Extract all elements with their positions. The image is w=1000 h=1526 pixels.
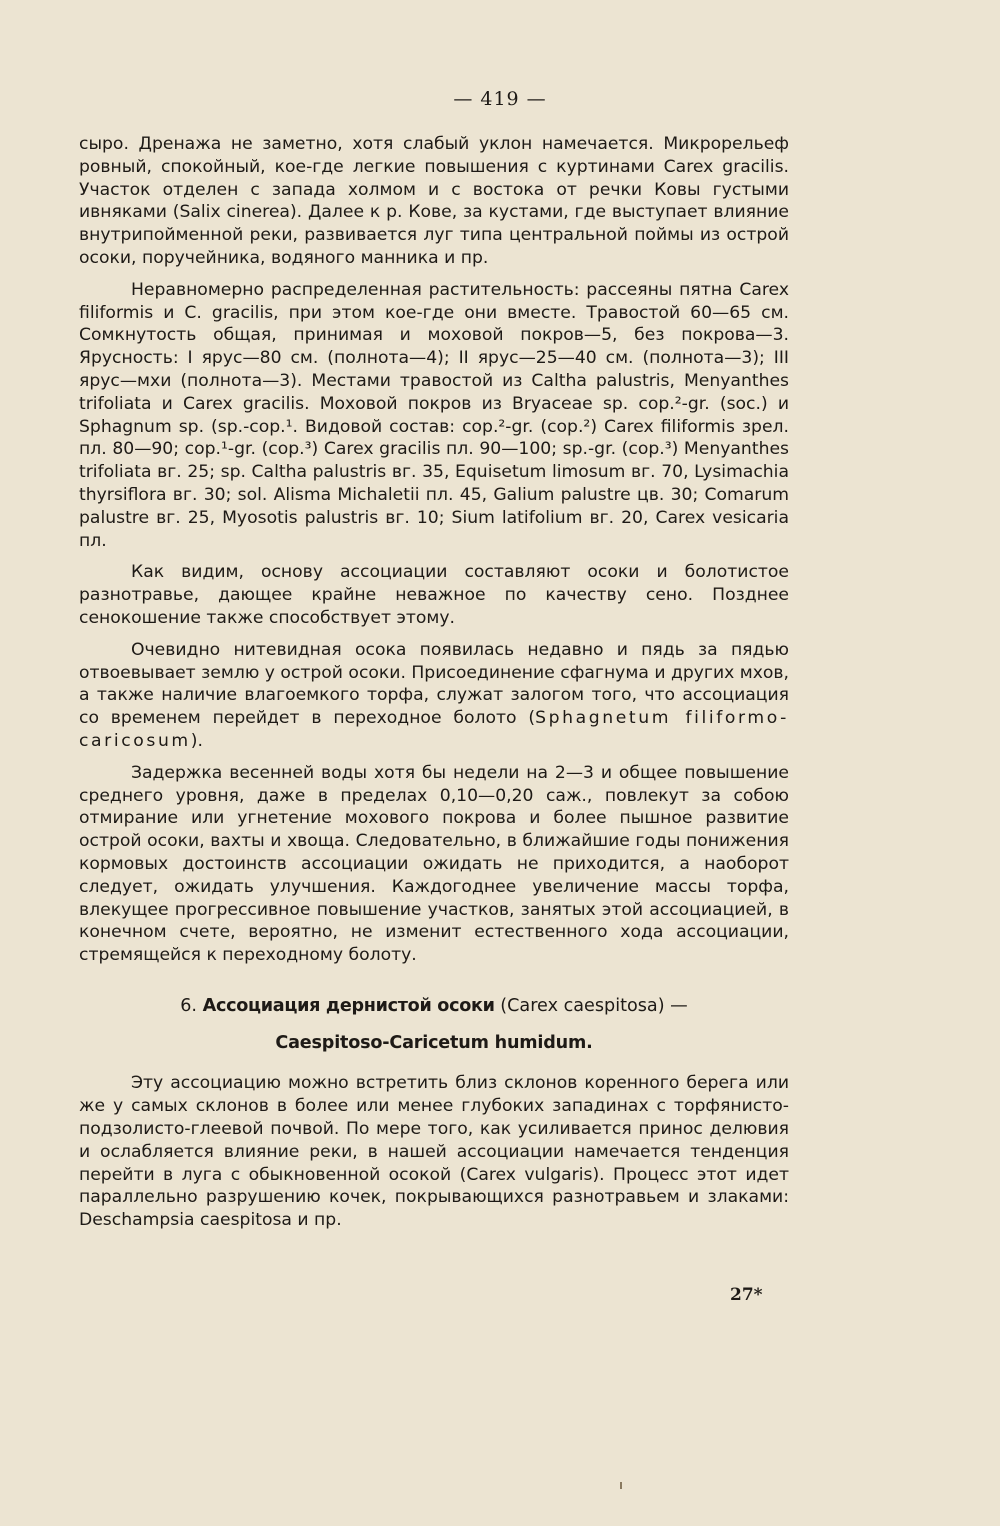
paragraph-3: Как видим, основу ассоциации составляют осоки и болотистое разнотравье, дающее крайне неважное по качеству сено. Позднее сенокошение также способствует этому. bbox=[79, 562, 789, 628]
paragraph-2: Неравномерно распределенная растительность: рассеяны пятна Carex filiformis и C. gracilis, при этом кое-где они вместе. Травостой 60—65 см. Сомкнутость общая, принимая и моховой покров—5, без покрова—3. Ярусность: I ярус—80 см. (полнота—4); II ярус—25—40 см. (полнота—3); III ярус—мхи (полнота—3). Местами травостой из Caltha palustris, Menyanthes trifoliata и Carex gracilis. Моховой покров из Bryaceae sp. cop.²-gr. (soc.) и Sphagnum sp. (sp.-cop.¹. Видовой состав: cop.²-gr. (cop.²) Carex filiformis зрел. пл. 80—90; cop.¹-gr. (cop.³) Carex gracilis пл. 90—100; sp.-gr. (cop.³) Menyanthes trifoliata вг. 25; sp. Caltha palustris вг. 35, Equisetum limosum вг. 70, Lysimachia thyrsiflora вг. 30; sol. Alisma Michaletii пл. 45, Galium palustre цв. 30; Comarum palustre вг. 25, Myosotis palustris вг. 10; Sium latifolium вг. 20, Carex vesicaria пл. bbox=[79, 279, 789, 551]
section-heading bbox=[79, 995, 789, 1018]
paragraph-6: Эту ассоциацию можно встретить близ склонов коренного берега или же у самых склонов в более или менее глубоких западинах с торфянисто-подзолисто-глеевой почвой. По мере того, как усиливается принос делювия и ослабляется влияние реки, в нашей ассоциации намечается тенденция перейти в луга с обыкновенной осокой (Carex vulgaris). Процесс этот идет параллельно разрушению кочек, покрывающихся разнотравьем и злаками: Deschampsia caespitosa и пр. bbox=[79, 1073, 789, 1231]
association-name-spaced: Sphagnetum filiformo-caricosum bbox=[79, 708, 789, 751]
signature-mark: 27* bbox=[730, 1285, 763, 1305]
section-number: 6. bbox=[180, 995, 198, 1016]
page-number: — 419 — bbox=[453, 88, 547, 110]
paragraph-4 bbox=[79, 639, 789, 753]
section-title: Ассоциация дернистой осоки bbox=[202, 995, 495, 1016]
body-text bbox=[79, 133, 789, 1241]
paragraph-4-tail: ). bbox=[190, 730, 203, 751]
section-latin: (Carex caespitosa) — bbox=[500, 995, 688, 1016]
section-subtitle: Caespitoso-Caricetum humidum. bbox=[275, 1032, 593, 1053]
paragraph-5: Задержка весенней воды хотя бы недели на 2—3 и общее повышение среднего уровня, даже в пределах 0,10—0,20 саж., повлекут за собою отмирание или угнетение мохового покрова и более пышное развитие острой осоки, вахты и хвоща. Следовательно, в ближайшие годы понижения кормовых достоинств ассоциации ожидать не приходится, а наоборот следует, ожидать улучшения. Каждогоднее увеличение массы торфа, влекущее прогрессивное повышение участков, занятых этой ассоциацией, в конечном счете, вероятно, не изменит естественного хода ассоциации, стремящейся к переходному болоту. bbox=[79, 762, 789, 966]
paragraph-4-text: Очевидно нитевидная осока появилась недавно и пядь за пядью отвоевывает землю у острой осоки. Присоединение сфагнума и других мхов, а также наличие влагоемкого торфа, служат залогом того, что ассоциация со временем перейдет в переходное болото ( bbox=[79, 639, 789, 729]
paragraph-1: сыро. Дренажа не заметно, хотя слабый уклон намечается. Микрорельеф ровный, спокойный, кое-где легкие повышения с куртинами Carex gracilis. Участок отделен с запада холмом и с востока от речки Ковы густыми ивняками (Salix cinerea). Далее к р. Кове, за кустами, где выступает влияние внутрипойменной реки, развивается луг типа центральной поймы из острой осоки, поручейника, водяного манника и пр. bbox=[79, 134, 789, 268]
page-speck bbox=[620, 1482, 622, 1489]
